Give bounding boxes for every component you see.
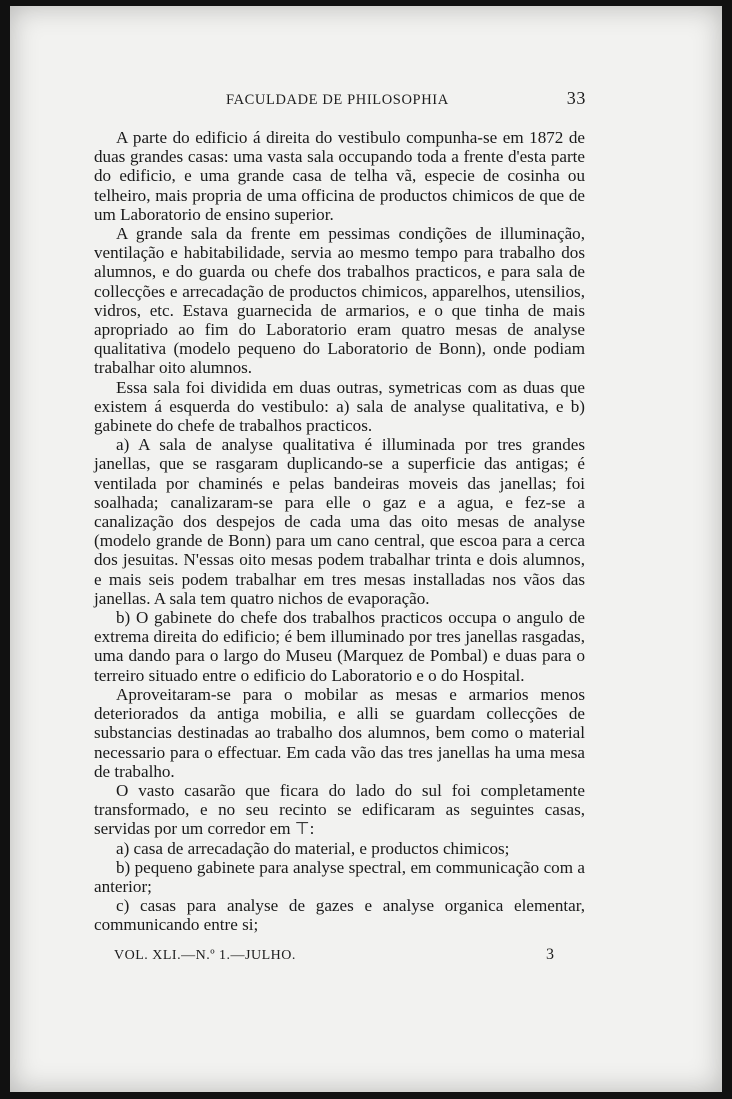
- paragraph: A grande sala da frente em pessimas condições de illuminação, ventilação e habitabilidade, servia ao mesmo tempo para trabalho dos alumnos, e do guarda ou chefe dos trabalhos practicos, e para sala de collecções e arrecadação de productos chimicos, apparelhos, utensilios, vidros, etc. Estava guarnecida de armarios, e o que tinha de mais apropriado ao fim do Laboratorio eram quatro mesas de analyse qualitativa (modelo pequeno do Laboratorio de Bonn), onde podiam trabalhar oito alumnos.: [94, 224, 585, 378]
- sheet-number: 3: [546, 946, 554, 963]
- running-title: FACULDADE DE PHILOSOPHIA: [226, 92, 449, 108]
- paragraph: Essa sala foi dividida em duas outras, symetricas com as duas que existem á esquerda do vestibulo: a) sala de analyse qualitativa, e b) gabinete do chefe de trabalhos practicos.: [94, 377, 585, 436]
- body-text: [94, 128, 585, 935]
- list-item: c) casas para analyse de gazes e analyse organica elementar, communicando entre si;: [94, 896, 585, 935]
- list-item: b) pequeno gabinete para analyse spectral, em communicação com a anterior;: [94, 857, 585, 896]
- page-header: [94, 90, 586, 112]
- page-footer: [94, 944, 586, 968]
- paragraph: a) A sala de analyse qualitativa é illuminada por tres grandes janellas, que se rasgaram duplicando-se a superficie das antigas; é ventilada por chaminés e pelas bandeiras moveis das janellas; foi soalhada; canalizaram-se para elle o gaz e a agua, e fez-se a canalização dos despejos de cada uma das oito mesas de analyse (modelo grande de Bonn) para um cano central, que escoa para a cerca dos jesuitas. N'essas oito mesas podem trabalhar trinta e dois alumnos, e mais seis podem trabalhar em tres mesas installadas nos vãos das janellas. A sala tem quatro nichos de evaporação.: [94, 435, 585, 608]
- list-item: a) casa de arrecadação do material, e productos chimicos;: [116, 838, 510, 858]
- book-page: [10, 6, 722, 1092]
- paragraph: Aproveitaram-se para o mobilar as mesas e armarios menos deteriorados da antiga mobilia, e alli se guardam collecções de substancias destinadas ao trabalho dos alumnos, bem como o material necessario para o effectuar. Em cada vão das tres janellas ha uma mesa de trabalho.: [94, 684, 585, 781]
- paragraph: A parte do edificio á direita do vestibulo compunha-se em 1872 de duas grandes casas: uma vasta sala occupando toda a frente d'esta parte do edificio, e uma grande casa de telha vã, especie de cosinha ou telheiro, mais propria de uma officina de productos chimicos de que de um Laboratorio de ensino superior.: [94, 128, 585, 224]
- paragraph: O vasto casarão que ficara do lado do sul foi completamente transformado, e no seu recinto se edificaram as seguintes casas, servidas por um corredor em ⊤:: [94, 780, 585, 839]
- paragraph: b) O gabinete do chefe dos trabalhos practicos occupa o angulo de extrema direita do edificio; é bem illuminado por tres janellas rasgadas, uma dando para o largo do Museu (Marquez de Pombal) e duas para o terreiro situado entre o edificio do Laboratorio e o do Hospital.: [94, 608, 585, 685]
- page-number: 33: [566, 88, 586, 108]
- printer-signature: VOL. XLI.—N.º 1.—JULHO.: [114, 948, 296, 963]
